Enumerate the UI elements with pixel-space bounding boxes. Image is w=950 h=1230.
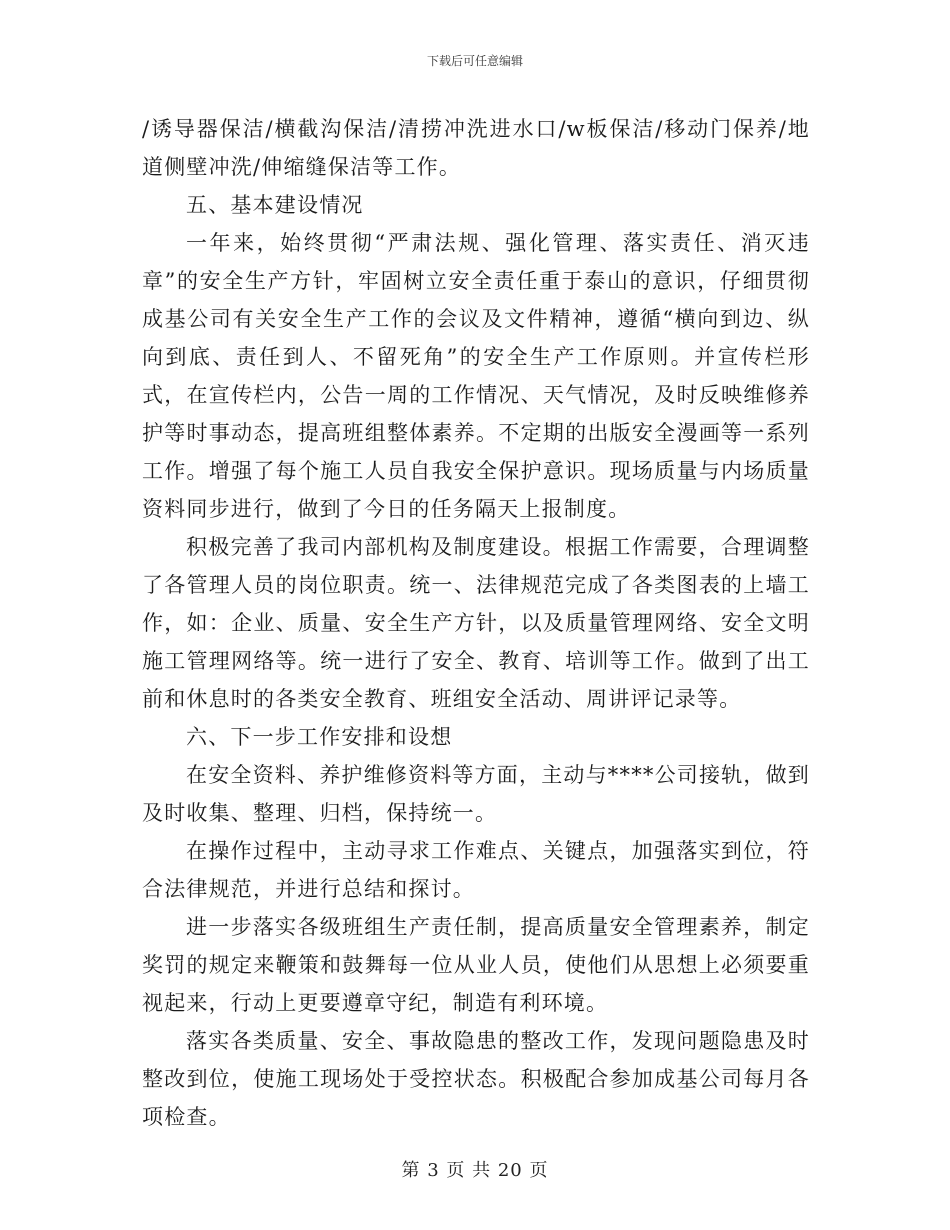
paragraph-3: 一年来，始终贯彻“严肃法规、强化管理、落实责任、消灭违章”的安全生产方针，牢固树立安全责任重于泰山的意识，仔细贯彻成基公司有关安全生产工作的会议及文件精神，遵循“横向到边、纵向到底、责任到人、不留死角”的安全生产工作原则。并宣传栏形式，在宣传栏内，公告一周的工作情况、天气情况，及时反映维修养护等时事动态，提高班组整体素养。不定期的出版安全漫画等一系列工作。增强了每个施工人员自我安全保护意识。现场质量与内场质量资料同步进行，做到了今日的任务隔天上报制度。 bbox=[142, 231, 810, 521]
paragraph-8: 进一步落实各级班组生产责任制，提高质量安全管理素养，制定奖罚的规定来鞭策和鼓舞每一位从业人员，使他们从思想上必须要重视起来，行动上更要遵章守纪，制造有利环境。 bbox=[142, 915, 810, 1015]
paragraph-7: 在操作过程中，主动寻求工作难点、关键点，加强落实到位，符合法律规范，并进行总结和探讨。 bbox=[142, 839, 810, 901]
paragraph-6: 在安全资料、养护维修资料等方面，主动与****公司接轨，做到及时收集、整理、归档，保持统一。 bbox=[142, 763, 810, 825]
section-heading-5: 五、基本建设情况 bbox=[186, 193, 364, 217]
page-header: 下载后可任意编辑 bbox=[426, 54, 523, 68]
section-heading-6: 六、下一步工作安排和设想 bbox=[186, 725, 453, 749]
paragraph-1: /诱导器保洁/横截沟保洁/清捞冲洗进水口/w板保洁/移动门保养/地道侧壁冲洗/伸缩缝保洁等工作。 bbox=[142, 117, 810, 179]
page-footer: 第 3 页 共 20 页 bbox=[401, 1160, 549, 1181]
document-body bbox=[142, 110, 810, 1136]
paragraph-9: 落实各类质量、安全、事故隐患的整改工作，发现问题隐患及时整改到位，使施工现场处于受控状态。积极配合参加成基公司每月各项检查。 bbox=[142, 1029, 810, 1129]
paragraph-4: 积极完善了我司内部机构及制度建设。根据工作需要，合理调整了各管理人员的岗位职责。统一、法律规范完成了各类图表的上墙工作，如：企业、质量、安全生产方针，以及质量管理网络、安全文明施工管理网络等。统一进行了安全、教育、培训等工作。做到了出工前和休息时的各类安全教育、班组安全活动、周讲评记录等。 bbox=[142, 535, 810, 711]
